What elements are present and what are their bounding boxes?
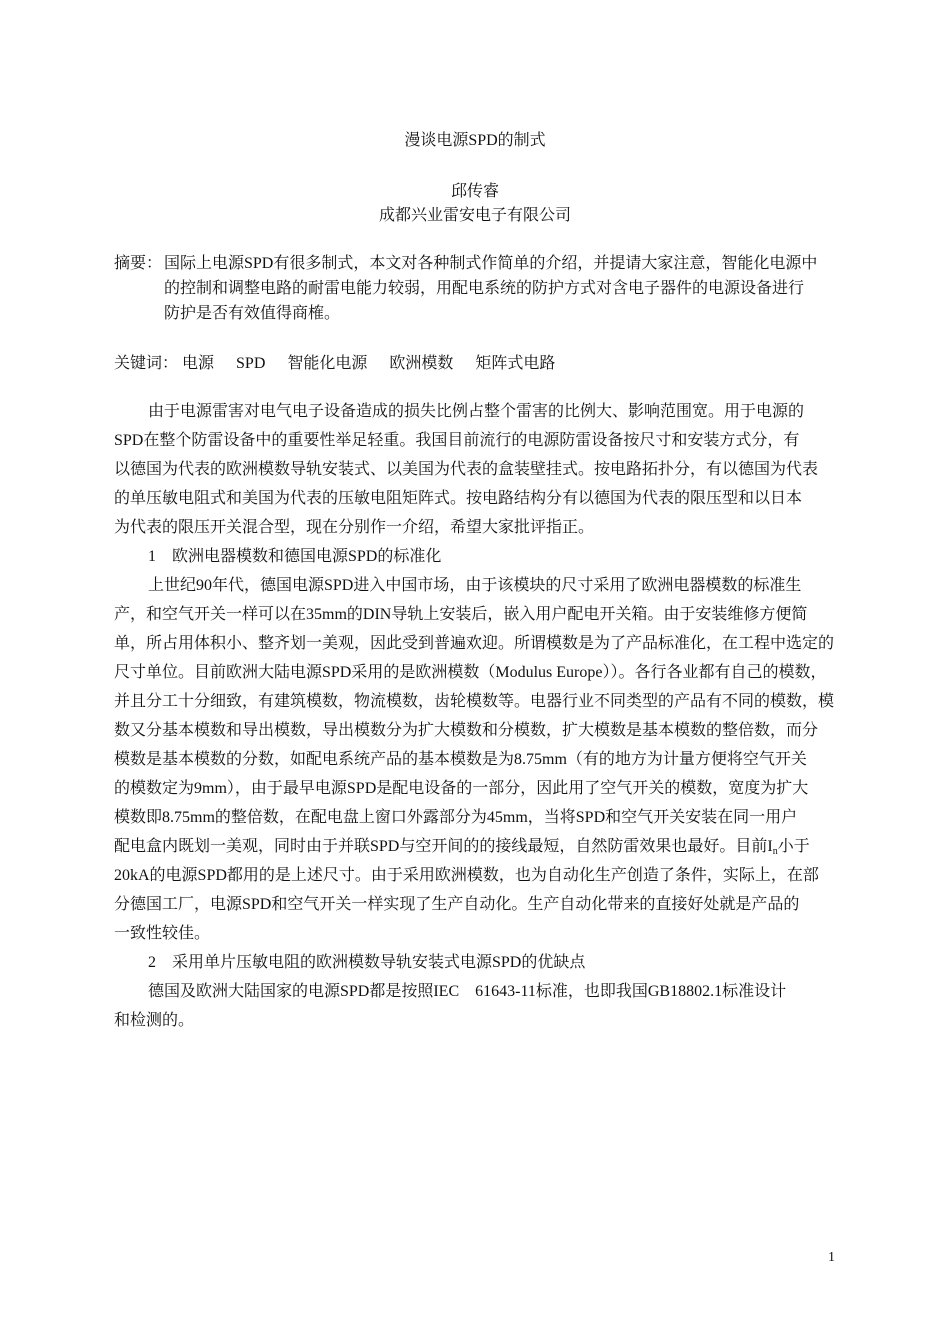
body-line-text: 小于: [777, 838, 810, 855]
body-line-text: 1 欧洲电器模数和德国电源SPD的标准化: [148, 548, 442, 565]
keyword: 智能化电源: [287, 355, 368, 372]
body-line-text: 20kA的电源SPD都用的是上述尺寸。由于采用欧洲模数，也为自动化生产创造了条件，实际上，在部: [114, 867, 819, 884]
body-line: [114, 600, 848, 629]
body-line: [114, 803, 848, 832]
keyword: 欧洲模数: [389, 355, 454, 372]
keyword: 矩阵式电路: [475, 355, 556, 372]
body-line: [114, 774, 848, 803]
body-line: [114, 629, 848, 658]
page-number: 1: [828, 1250, 835, 1265]
body-line: [114, 426, 848, 455]
keyword: 电源: [182, 355, 215, 372]
body-line-text: 的单压敏电阻式和美国为代表的压敏电阻矩阵式。按电路结构分有以德国为代表的限压型和以日本: [114, 490, 803, 507]
abstract-line: 国际上电源SPD有很多制式，本文对各种制式作简单的介绍，并提请大家注意，智能化电源中: [164, 255, 818, 272]
body-line-text: 一致性较佳。: [114, 925, 211, 942]
body-line: [114, 542, 848, 571]
body-line-text: SPD在整个防雷设备中的重要性举足轻重。我国目前流行的电源防雷设备按尺寸和安装方式分，有: [114, 432, 800, 449]
body-line: [114, 658, 848, 687]
body-line-text: 尺寸单位。目前欧洲大陆电源SPD采用的是欧洲模数（Modulus Europe））。各行各业都有自己的模数，: [114, 664, 827, 681]
keywords: [114, 350, 573, 373]
body-line: [114, 716, 848, 745]
body-line-text: 上世纪90年代，德国电源SPD进入中国市场，由于该模块的尺寸采用了欧洲电器模数的标准生: [148, 577, 802, 594]
body-line-text: 由于电源雷害对电气电子设备造成的损失比例占整个雷害的比例大、影响范围宽。用于电源的: [148, 403, 805, 420]
body-line: [114, 861, 848, 890]
body-line: [114, 1006, 848, 1035]
abstract: [114, 251, 844, 326]
body-line: [114, 948, 848, 977]
body-line-text: 模数是基本模数的分数，如配电系统产品的基本模数是为8.75mm（有的地方为计量方便将空气开关: [114, 751, 807, 768]
body-line-text: 为代表的限压开关混合型，现在分别作一介绍，希望大家批评指正。: [114, 519, 595, 536]
abstract-label: 摘要：: [114, 255, 163, 272]
body-text: [114, 397, 848, 1035]
abstract-line: 的控制和调整电路的耐雷电能力较弱，用配电系统的防护方式对含电子器件的电源设备进行: [164, 280, 805, 297]
body-line-text: 单，所占用体积小、整齐划一美观，因此受到普遍欢迎。所谓模数是为了产品标准化，在工程中选定的: [114, 635, 835, 652]
keywords-label: 关键词：: [114, 355, 179, 372]
body-line-text: 德国及欧洲大陆国家的电源SPD都是按照IEC 61643-11标准，也即我国GB18802.1标准设计: [148, 983, 787, 1000]
body-line: [114, 745, 848, 774]
body-line: [114, 397, 848, 426]
body-line-text: 并且分工十分细致，有建筑模数，物流模数，齿轮模数等。电器行业不同类型的产品有不同的模数，模: [114, 693, 835, 710]
body-line-text: 和检测的。: [114, 1012, 195, 1029]
body-line-text: 配电盒内既划一美观，同时由于并联SPD与空开间的的接线最短，自然防雷效果也最好。目前I: [114, 838, 773, 855]
body-line: [114, 484, 848, 513]
body-line: [114, 455, 848, 484]
author-name: 邱传睿: [450, 183, 499, 200]
body-line-text: 模数即8.75mm的整倍数，在配电盘上窗口外露部分为45mm，当将SPD和空气开关安装在同一用户: [114, 809, 798, 826]
body-line-text: 数又分基本模数和导出模数，导出模数分为扩大模数和分模数，扩大模数是基本模数的整倍数，而分: [114, 722, 819, 739]
keyword: SPD: [236, 355, 266, 372]
body-line: [114, 890, 848, 919]
abstract-line: 防护是否有效值得商榷。: [164, 305, 341, 322]
body-line-text: 的模数定为9mm），由于最早电源SPD是配电设备的一部分，因此用了空气开关的模数，宽度为扩大: [114, 780, 809, 797]
body-line: [114, 832, 848, 861]
body-line: [114, 977, 848, 1006]
author-affiliation: 成都兴业雷安电子有限公司: [378, 207, 571, 224]
subscript: n: [772, 846, 778, 857]
body-line: [114, 687, 848, 716]
body-line: [114, 919, 848, 948]
document-title: 漫谈电源SPD的制式: [404, 132, 546, 149]
body-line: [114, 513, 848, 542]
body-line: [114, 571, 848, 600]
body-line-text: 2 采用单片压敏电阻的欧洲模数导轨安装式电源SPD的优缺点: [148, 954, 586, 971]
body-line-text: 分德国工厂，电源SPD和空气开关一样实现了生产自动化。生产自动化带来的直接好处就是产品的: [114, 896, 800, 913]
body-line-text: 以德国为代表的欧洲模数导轨安装式、以美国为代表的盒装壁挂式。按电路拓扑分，有以德国为代表: [114, 461, 819, 478]
body-line-text: 产，和空气开关一样可以在35mm的DIN导轨上安装后，嵌入用户配电开关箱。由于安装维修方便简: [114, 606, 808, 623]
